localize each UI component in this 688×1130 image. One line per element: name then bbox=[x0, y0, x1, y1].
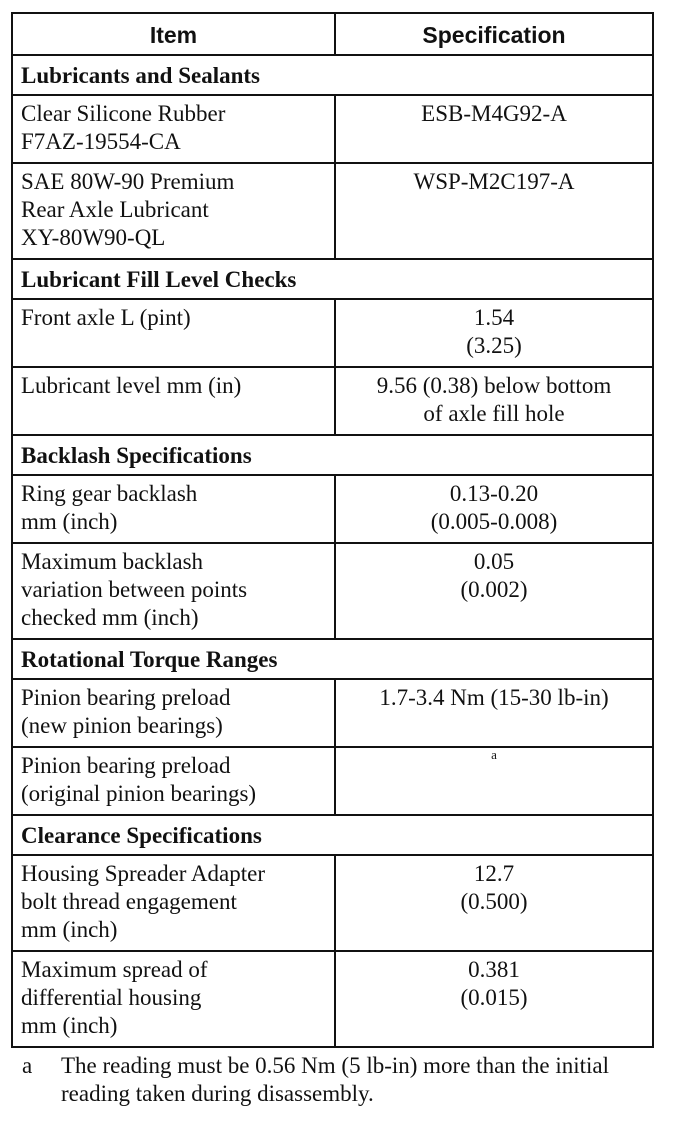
item-line: (new pinion bearings) bbox=[21, 713, 223, 738]
section-title: Clearance Specifications bbox=[12, 815, 653, 855]
specification-line: (0.015) bbox=[460, 985, 528, 1010]
item-line: Pinion bearing preload bbox=[21, 753, 231, 778]
footnote-text: The reading must be 0.56 Nm (5 lb-in) more than the initial reading taken during disassembly. bbox=[61, 1053, 610, 1106]
section-row bbox=[12, 55, 653, 95]
specification-line: WSP-M2C197-A bbox=[413, 169, 575, 194]
specification-line: 1.7-3.4 Nm (15-30 lb-in) bbox=[379, 685, 609, 710]
item-line: Maximum backlash bbox=[21, 549, 204, 574]
specification-cell bbox=[335, 163, 653, 259]
item-line: F7AZ-19554-CA bbox=[21, 129, 181, 154]
specification-line: (0.002) bbox=[460, 577, 528, 602]
item-line: SAE 80W-90 Premium bbox=[21, 169, 235, 194]
item-cell bbox=[12, 475, 335, 543]
item-cell bbox=[12, 299, 335, 367]
specification-cell bbox=[335, 951, 653, 1047]
specification-cell bbox=[335, 747, 653, 815]
table-row bbox=[12, 855, 653, 951]
item-cell bbox=[12, 679, 335, 747]
header-specification: Specification bbox=[335, 13, 653, 55]
specification-line: 0.05 bbox=[473, 549, 515, 574]
table-row bbox=[12, 543, 653, 639]
item-line: Lubricant level mm (in) bbox=[21, 373, 242, 398]
specification-line: 0.381 bbox=[468, 957, 520, 982]
table-row bbox=[12, 679, 653, 747]
specification-sheet bbox=[11, 12, 652, 1048]
table-row bbox=[12, 475, 653, 543]
item-line: checked mm (inch) bbox=[21, 605, 199, 630]
specification-cell bbox=[335, 543, 653, 639]
item-cell bbox=[12, 747, 335, 815]
specification-line: (0.500) bbox=[460, 889, 528, 914]
item-cell bbox=[12, 95, 335, 163]
specification-cell bbox=[335, 855, 653, 951]
specification-cell bbox=[335, 299, 653, 367]
header-item: Item bbox=[12, 13, 335, 55]
specification-cell bbox=[335, 679, 653, 747]
footnote-letter: a bbox=[22, 1053, 33, 1078]
item-line: XY-80W90-QL bbox=[21, 225, 166, 250]
item-cell bbox=[12, 367, 335, 435]
section-row bbox=[12, 435, 653, 475]
item-line: bolt thread engagement bbox=[21, 889, 237, 914]
section-title: Rotational Torque Ranges bbox=[12, 639, 653, 679]
specification-line: ESB-M4G92-A bbox=[421, 101, 567, 126]
table-row bbox=[12, 163, 653, 259]
specification-line: 0.13-0.20 bbox=[449, 481, 539, 506]
section-row bbox=[12, 639, 653, 679]
item-line: mm (inch) bbox=[21, 917, 118, 942]
section-row bbox=[12, 259, 653, 299]
table-row bbox=[12, 95, 653, 163]
item-line: Clear Silicone Rubber bbox=[21, 101, 226, 126]
item-line: Maximum spread of bbox=[21, 957, 208, 982]
item-line: Housing Spreader Adapter bbox=[21, 861, 265, 886]
table-row bbox=[12, 299, 653, 367]
table-body bbox=[12, 55, 653, 1047]
item-line: Front axle L (pint) bbox=[21, 305, 191, 330]
table-row bbox=[12, 951, 653, 1047]
section-title: Lubricants and Sealants bbox=[12, 55, 653, 95]
item-line: differential housing bbox=[21, 985, 202, 1010]
footnote bbox=[22, 1052, 642, 1108]
table-row bbox=[12, 367, 653, 435]
specification-cell bbox=[335, 95, 653, 163]
item-cell bbox=[12, 543, 335, 639]
item-cell bbox=[12, 855, 335, 951]
specification-line: of axle fill hole bbox=[423, 401, 565, 426]
specification-line: 12.7 bbox=[473, 861, 515, 886]
specification-table bbox=[11, 12, 654, 1048]
section-title: Lubricant Fill Level Checks bbox=[12, 259, 653, 299]
item-cell bbox=[12, 163, 335, 259]
section-title: Backlash Specifications bbox=[12, 435, 653, 475]
item-line: Pinion bearing preload bbox=[21, 685, 231, 710]
item-line: Rear Axle Lubricant bbox=[21, 197, 209, 222]
specification-line: (3.25) bbox=[466, 333, 522, 358]
item-line: variation between points bbox=[21, 577, 248, 602]
table-header-row bbox=[12, 13, 653, 55]
specification-line: 1.54 bbox=[473, 305, 515, 330]
specification-cell bbox=[335, 475, 653, 543]
item-line: (original pinion bearings) bbox=[21, 781, 257, 806]
specification-line: 9.56 (0.38) below bottom bbox=[376, 373, 612, 398]
item-line: mm (inch) bbox=[21, 509, 118, 534]
item-cell bbox=[12, 951, 335, 1047]
specification-cell bbox=[335, 367, 653, 435]
footnote-marker: a bbox=[491, 747, 497, 762]
specification-line: (0.005-0.008) bbox=[430, 509, 558, 534]
section-row bbox=[12, 815, 653, 855]
item-line: mm (inch) bbox=[21, 1013, 118, 1038]
table-row bbox=[12, 747, 653, 815]
item-line: Ring gear backlash bbox=[21, 481, 198, 506]
